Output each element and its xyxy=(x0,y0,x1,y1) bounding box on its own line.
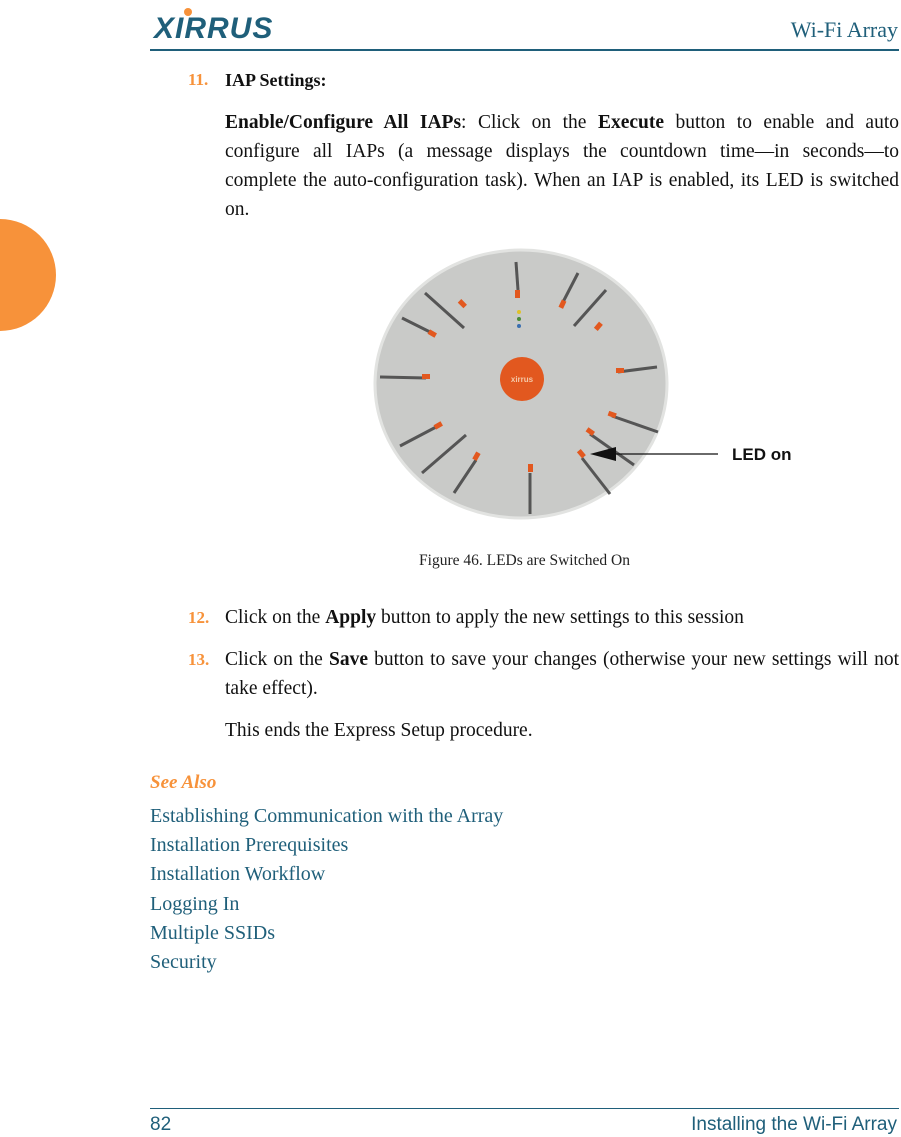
iap-line xyxy=(380,377,426,378)
iap-line xyxy=(516,262,518,290)
term-label: Enable/Configure All IAPs xyxy=(225,112,462,133)
device-logo-text: xirrus xyxy=(510,375,534,384)
section-tab-marker xyxy=(0,219,56,331)
step-text-part: Click on the xyxy=(225,649,329,670)
see-also-list xyxy=(150,802,503,977)
execute-label: Execute xyxy=(597,112,664,133)
status-leds xyxy=(517,310,521,328)
logo-text: XIRRUS xyxy=(154,12,274,44)
footer-section-title: Installing the Wi-Fi Array xyxy=(691,1114,897,1135)
step-text-part: Click on the xyxy=(225,607,326,628)
figure-caption: Figure 46. LEDs are Switched On xyxy=(419,552,630,569)
step-body xyxy=(225,645,899,703)
header-divider xyxy=(150,49,899,51)
apply-label: Apply xyxy=(325,607,377,628)
step-number: 11. xyxy=(188,70,209,89)
led-icon xyxy=(515,290,520,298)
status-led-icon xyxy=(517,317,521,321)
footer-divider xyxy=(150,1108,899,1109)
step-text-part: button to enable and auto configure all IAPs (a message displays the countdown time—in seconds—to complete the auto-configuration task). When an IAP is enabled, its LED is switched on. xyxy=(225,112,899,220)
step-title: IAP Settings: xyxy=(225,70,327,90)
led-icon xyxy=(528,464,533,472)
see-also-link[interactable]: Installation Prerequisites xyxy=(150,834,349,857)
see-also-link[interactable]: Multiple SSIDs xyxy=(150,921,276,944)
status-led-icon xyxy=(517,324,521,328)
see-also-link[interactable]: Security xyxy=(150,951,217,974)
header-title: Wi-Fi Array xyxy=(790,17,898,42)
step-body xyxy=(225,108,899,224)
see-also-link[interactable]: Establishing Communication with the Array xyxy=(150,805,504,827)
step-number: 12. xyxy=(188,608,210,627)
step-text-part: button to save your changes (otherwise your new settings will not take effect). xyxy=(225,649,899,699)
array-led-figure xyxy=(372,248,812,528)
step-body xyxy=(225,603,899,632)
status-led-icon xyxy=(517,310,521,314)
page-number: 82 xyxy=(150,1114,172,1135)
xirrus-logo xyxy=(152,4,302,44)
step-text-part: : Click on the xyxy=(461,112,598,133)
step-number: 13. xyxy=(188,650,210,669)
save-label: Save xyxy=(328,649,368,670)
see-also-heading: See Also xyxy=(150,772,217,793)
led-icon xyxy=(616,368,624,373)
see-also-link[interactable]: Logging In xyxy=(150,892,240,915)
callout-label: LED on xyxy=(732,445,792,464)
led-icon xyxy=(422,374,430,379)
ending-note: This ends the Express Setup procedure. xyxy=(225,720,533,741)
see-also-link[interactable]: Installation Workflow xyxy=(150,863,326,886)
step-text-part: button to apply the new settings to this session xyxy=(376,607,744,628)
